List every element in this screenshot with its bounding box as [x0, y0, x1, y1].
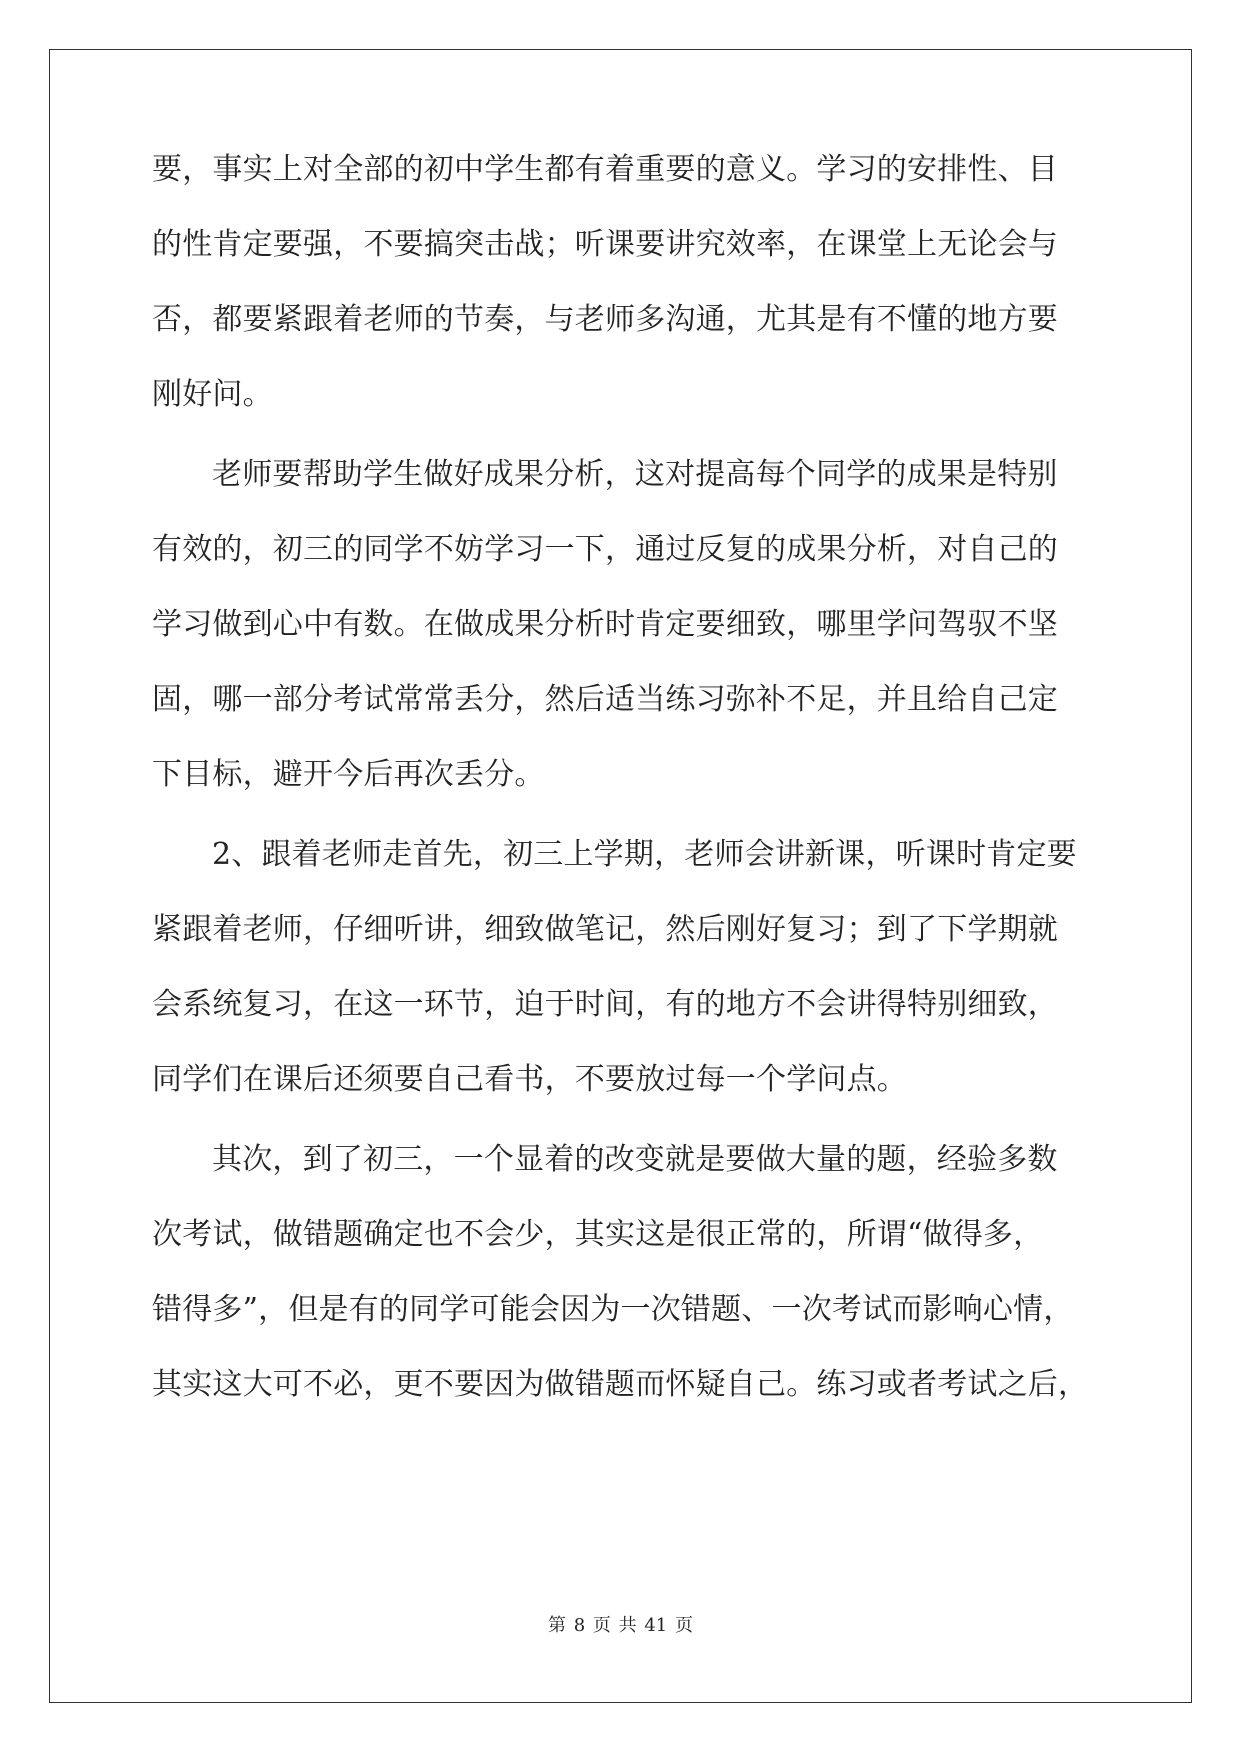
paragraph-2-line-3: 学习做到心中有数。在做成果分析时肯定要细致，哪里学问驾驭不坚	[152, 607, 1058, 642]
page-number-footer: 第 8 页 共 41 页	[548, 1615, 693, 1636]
paragraph-4-line-3: 错得多”，但是有的同学可能会因为一次错题、一次考试而影响心情，	[152, 1292, 1074, 1327]
paragraph-4-line-1: 其次，到了初三，一个显着的改变就是要做大量的题，经验多数	[212, 1142, 1058, 1177]
paragraph-1-line-2: 的性肯定要强，不要搞突击战；听课要讲究效率，在课堂上无论会与	[152, 227, 1058, 262]
paragraph-1-line-3: 否，都要紧跟着老师的节奏，与老师多沟通，尤其是有不懂的地方要	[152, 302, 1058, 337]
paragraph-1-line-1: 要，事实上对全部的初中学生都有着重要的意义。学习的安排性、目	[152, 152, 1058, 187]
page-border	[49, 49, 1192, 1703]
paragraph-4-line-4: 其实这大可不必，更不要因为做错题而怀疑自己。练习或者考试之后，	[152, 1367, 1089, 1402]
paragraph-3-line-3: 会系统复习，在这一环节，迫于时间，有的地方不会讲得特别细致，	[152, 987, 1058, 1022]
paragraph-2-line-5: 下目标，避开今后再次丢分。	[152, 757, 545, 792]
paragraph-4-line-2: 次考试，做错题确定也不会少，其实这是很正常的，所谓“做得多，	[152, 1217, 1044, 1252]
paragraph-3-line-2: 紧跟着老师，仔细听讲，细致做笔记，然后刚好复习；到了下学期就	[152, 912, 1058, 947]
paragraph-2-line-2: 有效的，初三的同学不妨学习一下，通过反复的成果分析，对自己的	[152, 532, 1058, 567]
paragraph-2-line-1: 老师要帮助学生做好成果分析，这对提高每个同学的成果是特别	[212, 457, 1058, 492]
paragraph-2-line-4: 固，哪一部分考试常常丢分，然后适当练习弥补不足，并且给自己定	[152, 682, 1058, 717]
paragraph-1-line-4: 刚好问。	[152, 377, 273, 412]
paragraph-3-line-1: 2、跟着老师走首先，初三上学期，老师会讲新课，听课时肯定要	[212, 837, 1077, 872]
paragraph-3-line-4: 同学们在课后还须要自己看书，不要放过每一个学问点。	[152, 1062, 907, 1097]
